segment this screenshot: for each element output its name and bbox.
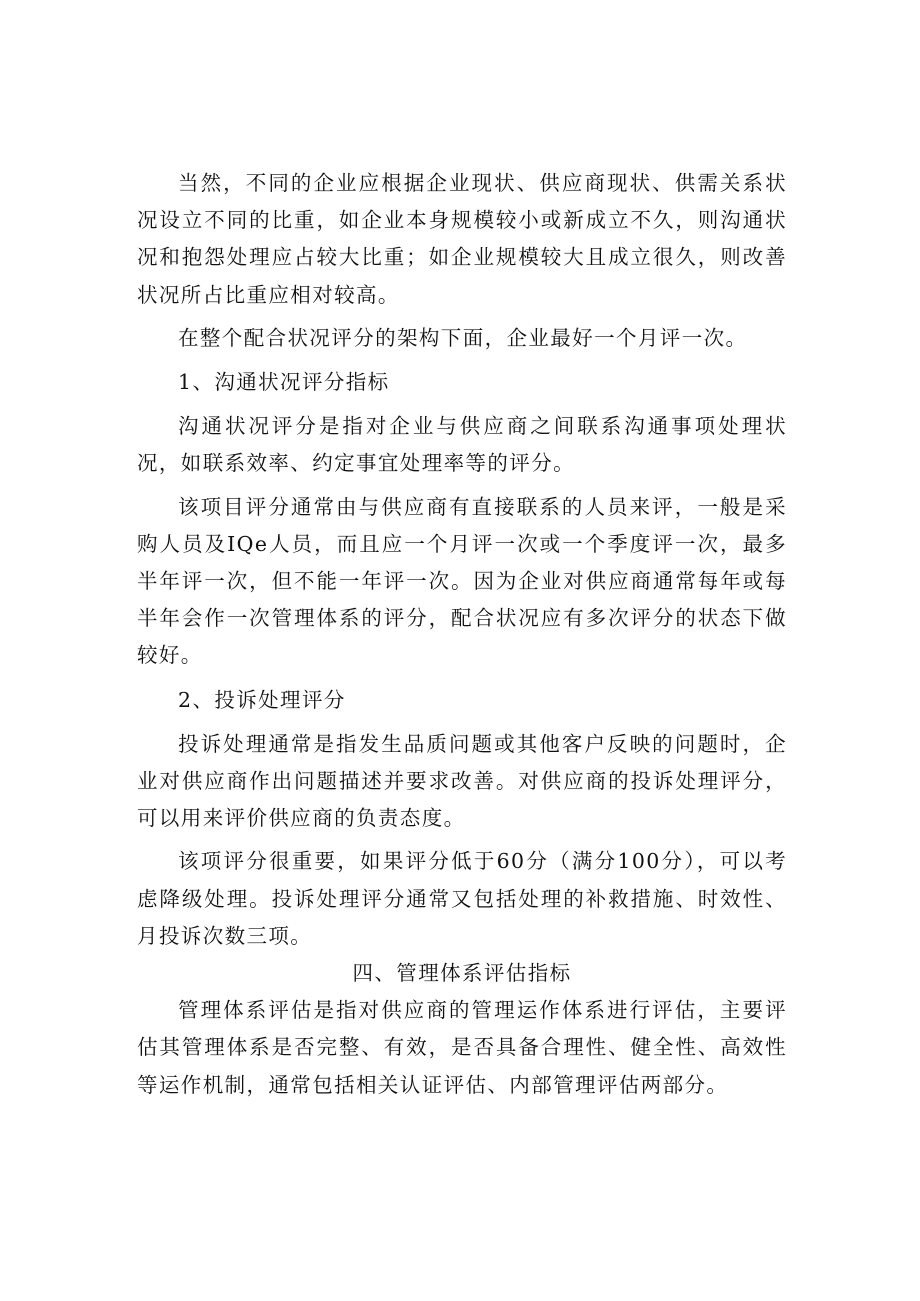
paragraph-communication-definition: 沟通状况评分是指对企业与供应商之间联系沟通事项处理状况，如联系效率、约定事宜处理率等的评分。 [137, 414, 787, 476]
document-body [137, 165, 787, 1104]
paragraph-frequency: 在整个配合状况评分的架构下面，企业最好一个月评一次。 [178, 325, 748, 350]
paragraph-complaint-importance: 该项评分很重要，如果评分低于60分（满分100分），可以考虑降级处理。投诉处理评分通常又包括处理的补救措施、时效性、月投诉次数三项。 [137, 849, 787, 948]
paragraph-communication-evaluators: 该项目评分通常由与供应商有直接联系的人员来评，一般是采购人员及IQe人员，而且应一个月评一次或一个季度评一次，最多半年评一次，但不能一年评一次。因为企业对供应商通常每年或每半年会作一次管理体系的评分，配合状况应有多次评分的状态下做较好。 [137, 494, 787, 668]
heading-communication-score: 1、沟通状况评分指标 [178, 370, 390, 395]
section-title-management-system: 四、管理体系评估指标 [352, 961, 572, 986]
paragraph-management-system: 管理体系评估是指对供应商的管理运作体系进行评估，主要评估其管理体系是否完整、有效，是否具备合理性、健全性、高效性等运作机制，通常包括相关认证评估、内部管理评估两部分。 [137, 998, 787, 1097]
heading-complaint-score: 2、投诉处理评分 [178, 687, 346, 712]
paragraph-weighting: 当然，不同的企业应根据企业现状、供应商现状、供需关系状况设立不同的比重，如企业本身规模较小或新成立不久，则沟通状况和抱怨处理应占较大比重；如企业规模较大且成立很久，则改善状况所占比重应相对较高。 [137, 171, 787, 307]
paragraph-complaint-definition: 投诉处理通常是指发生品质问题或其他客户反映的问题时，企业对供应商作出问题描述并要求改善。对供应商的投诉处理评分，可以用来评价供应商的负责态度。 [137, 731, 787, 831]
